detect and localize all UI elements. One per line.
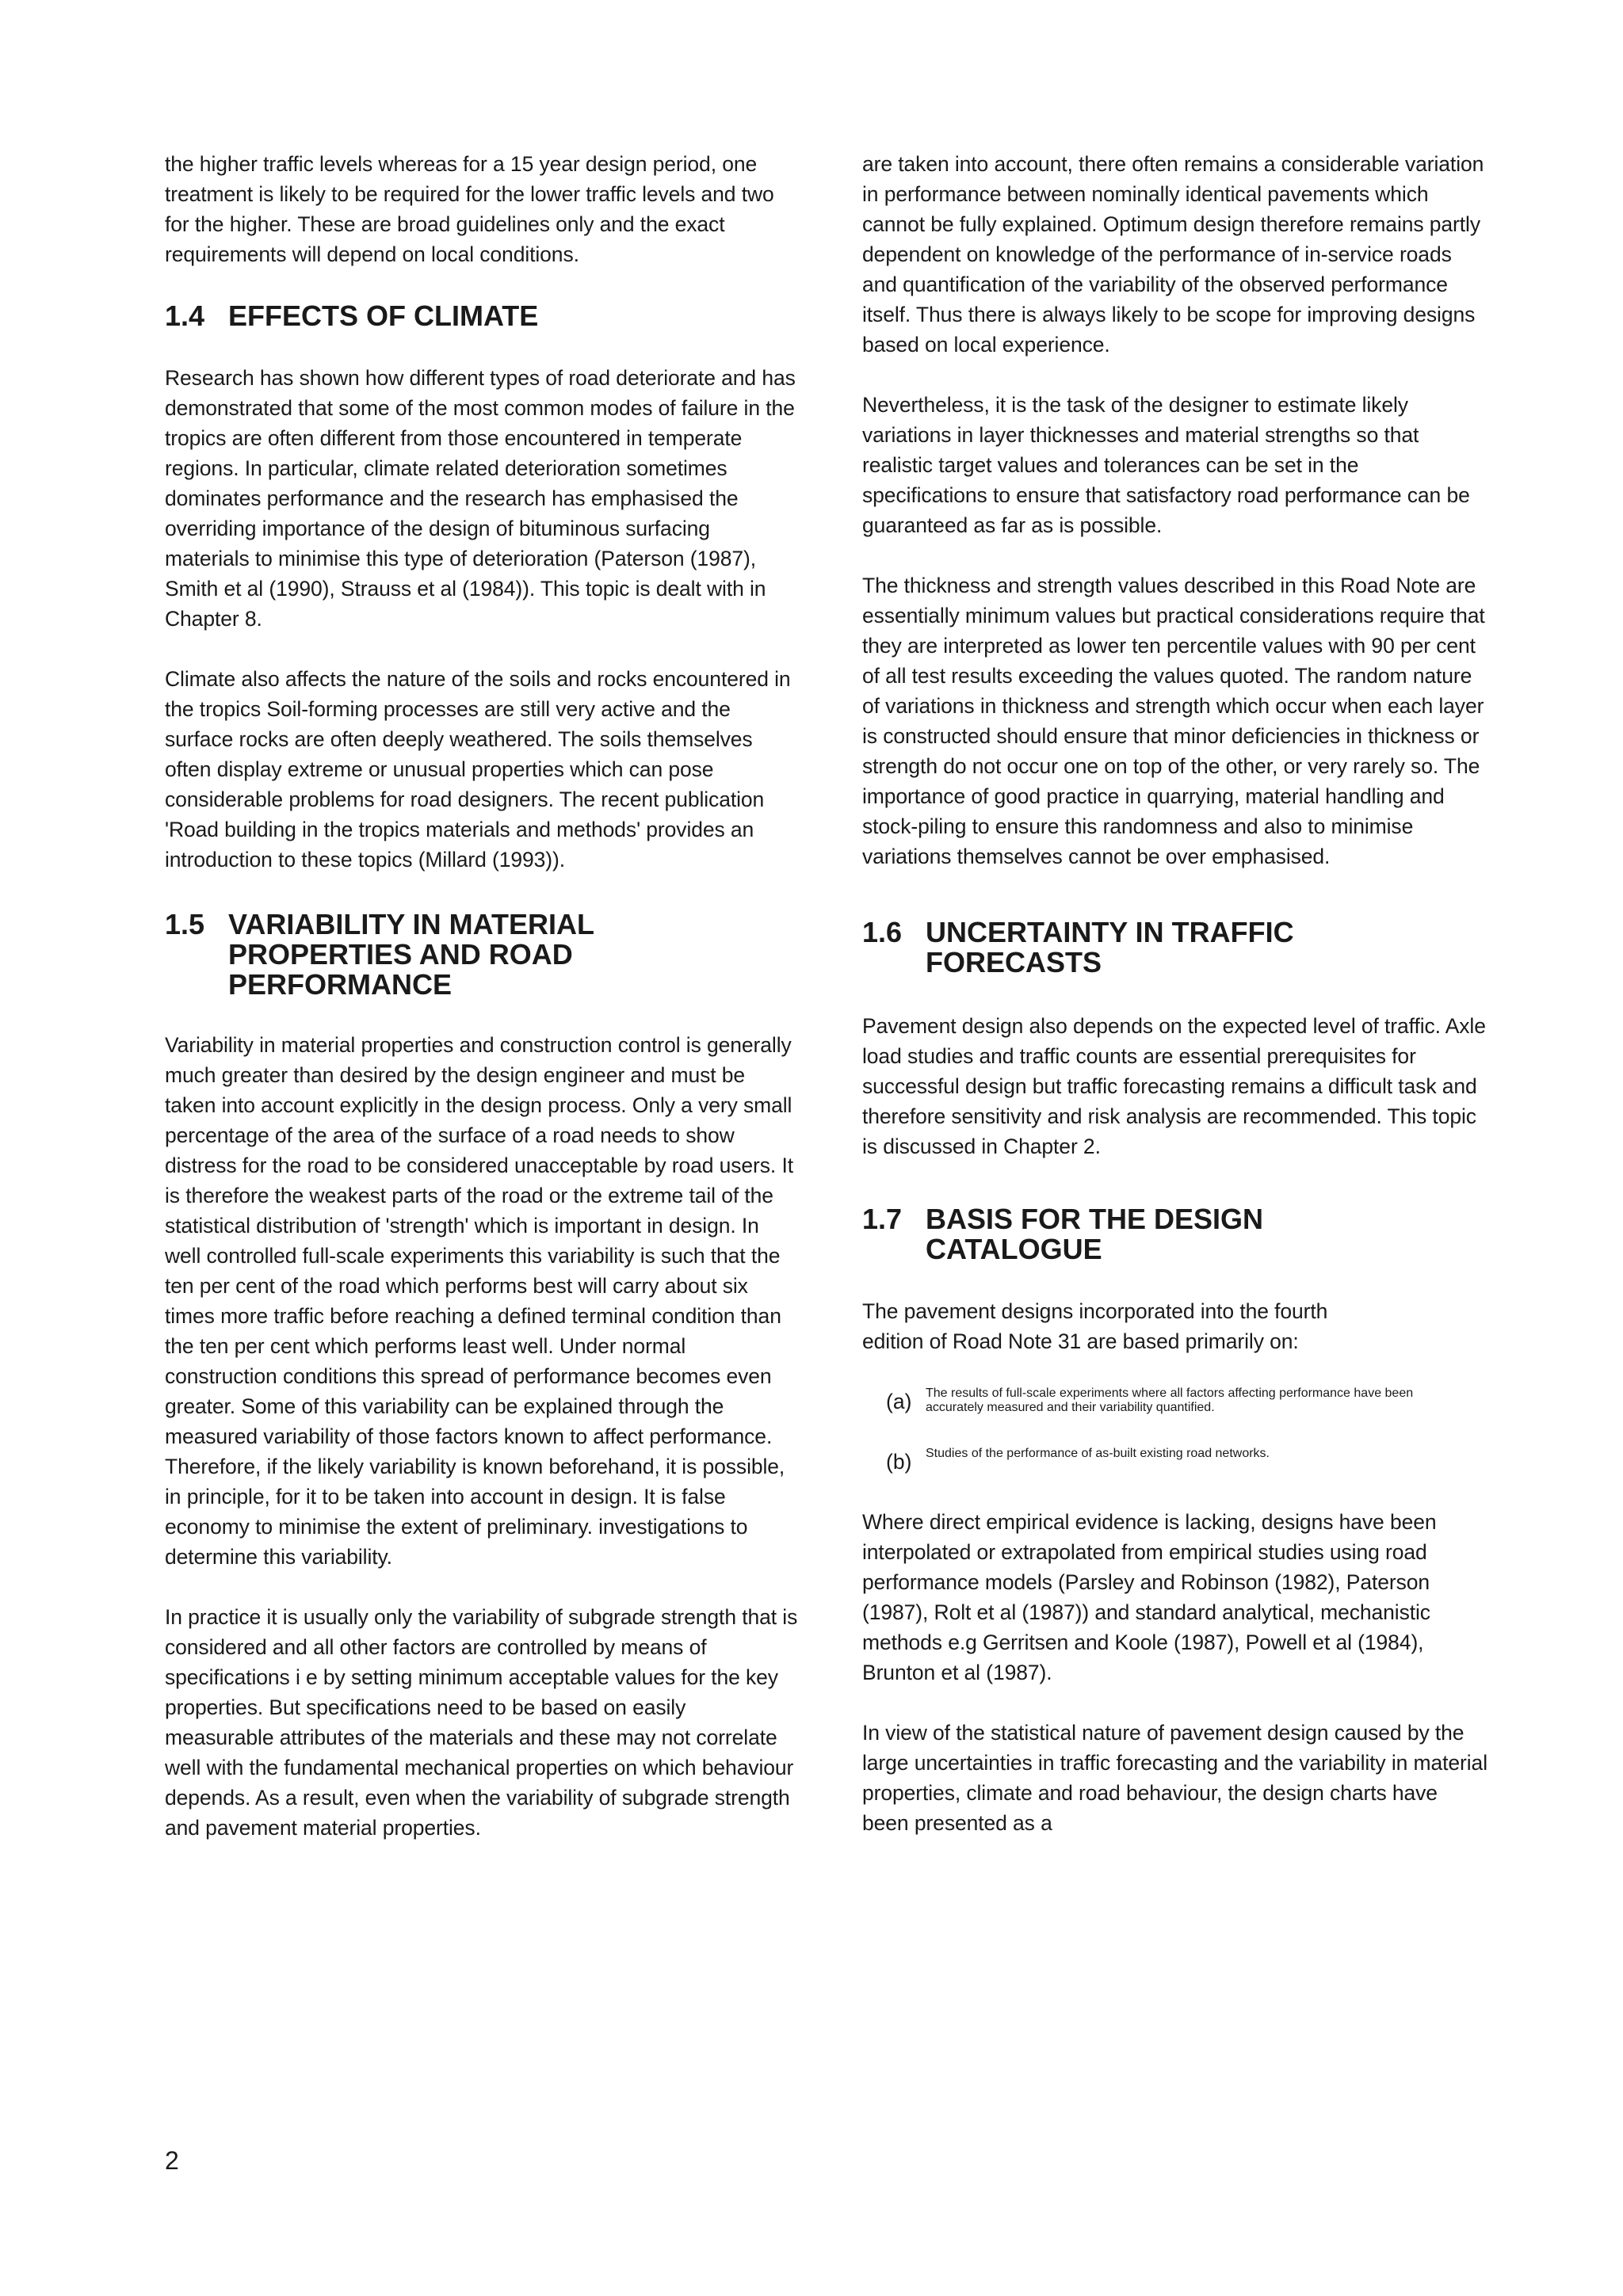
section-title: UNCERTAINTY IN TRAFFIC FORECASTS: [926, 916, 1294, 978]
section-heading-1-5: [165, 910, 799, 1000]
list-item: [886, 1447, 1488, 1477]
body-paragraph: Nevertheless, it is the task of the designer to estimate likely variations in layer thicknesses and material strengths so that realistic target values and tolerances can be set in the specifications to ensure that satisfactory road performance can be guaranteed as far as is possible.: [862, 393, 1470, 537]
list-marker: (a): [886, 1390, 912, 1413]
right-column: [862, 149, 1488, 1838]
body-paragraph: Climate also affects the nature of the soils and rocks encountered in the tropics Soil-forming processes are still very active and the surface rocks are often deeply weathered. The soils themselves often display extreme or unusual properties which can pose considerable problems for road designers. The recent publication 'Road building in the tropics materials and methods' provides an introduction to these topics (Millard (1993)).: [165, 667, 791, 871]
list-item-text: The results of full-scale experiments where all factors affecting performance have been accurately measured and their variability quantified.: [926, 1386, 1414, 1414]
left-column: [165, 149, 799, 1843]
section-heading-1-7: [862, 1204, 1488, 1264]
section-number: 1.5: [165, 908, 205, 940]
body-paragraph: The thickness and strength values described in this Road Note are essentially minimum values but practical considerations require that they are interpreted as lower ten percentile values with 90 per cent of all test results exceeding the values quoted. The random nature of variations in thickness and strength which occur when each layer is constructed should ensure that minor deficiencies in thickness or strength do not occur one on top of the other, or very rarely so. The importance of good practice in quarrying, material handling and stock-piling to ensure this randomness and also to minimise variations themselves cannot be over emphasised.: [862, 574, 1485, 868]
section-title: BASIS FOR THE DESIGN CATALOGUE: [926, 1203, 1264, 1265]
page-number: 2: [165, 2146, 179, 2175]
list-marker: (b): [886, 1450, 912, 1474]
body-paragraph: Variability in material properties and construction control is generally much greater than desired by the design engineer and must be taken into account explicitly in the design process. Only a very small percentage of the area of the surface of a road needs to show distress for the road to be considered unacceptable by road users. It is therefore the weakest parts of the road or the extreme tail of the statistical distribution of 'strength' which is important in design. In well controlled full-scale experiments this variability is such that the ten per cent of the road which performs best will carry about six times more traffic before reaching a defined terminal condition than the ten per cent which performs least well. Under normal construction conditions this spread of performance becomes even greater. Some of this variability can be explained through the measured variability of those factors known to affect performance. Therefore, if the likely variability is known beforehand, it is possible, in principle, for it to be taken into account in design. It is false economy to minimise the extent of preliminary. investigations to determine this variability.: [165, 1033, 793, 1569]
section-heading-1-6: [862, 917, 1488, 978]
section-number: 1.6: [862, 916, 903, 948]
section-title: VARIABILITY IN MATERIAL PROPERTIES AND ROAD PERFORMANCE: [228, 908, 594, 1001]
section-number: 1.4: [165, 299, 205, 332]
list-item: [886, 1386, 1488, 1417]
criteria-list: [862, 1386, 1488, 1477]
body-paragraph: Pavement design also depends on the expected level of traffic. Axle load studies and traffic counts are essential prerequisites for successful design but traffic forecasting remains a difficult task and therefore sensitivity and risk analysis are recommended. This topic is discussed in Chapter 2.: [862, 1014, 1486, 1158]
body-paragraph: are taken into account, there often remains a considerable variation in performance between nominally identical pavements which cannot be fully explained. Optimum design therefore remains partly dependent on knowledge of the performance of in-service roads and quantification of the variability of the observed performance itself. Thus there is always likely to be scope for improving designs based on local experience.: [862, 152, 1484, 357]
body-paragraph: In view of the statistical nature of pavement design caused by the large uncertainties in traffic forecasting and the variability in material properties, climate and road behaviour, the design charts have been presented as a: [862, 1721, 1487, 1835]
section-title: EFFECTS OF CLIMATE: [228, 299, 539, 332]
body-paragraph: Where direct empirical evidence is lacking, designs have been interpolated or extrapolated from empirical studies using road performance models (Parsley and Robinson (1982), Paterson (1987), Rolt et al (1987)) and standard analytical, mechanistic methods e.g Gerritsen and Koole (1987), Powell et al (1984), Brunton et al (1987).: [862, 1510, 1437, 1684]
list-item-text: Studies of the performance of as-built existing road networks.: [926, 1447, 1270, 1460]
body-paragraph: Research has shown how different types of road deteriorate and has demonstrated that some of the most common modes of failure in the tropics are often different from those encountered in temperate regions. In particular, climate related deterioration sometimes dominates performance and the research has emphasised the overriding importance of the design of bituminous surfacing materials to minimise this type of deterioration (Paterson (1987), Smith et al (1990), Strauss et al (1984)). This topic is dealt with in Chapter 8.: [165, 366, 796, 631]
intro-paragraph: the higher traffic levels whereas for a 15 year design period, one treatment is likely to be required for the lower traffic levels and two for the higher. These are broad guidelines only and the exact requirements will depend on local conditions.: [165, 152, 774, 266]
section-number: 1.7: [862, 1203, 903, 1235]
body-paragraph: The pavement designs incorporated into the fourth edition of Road Note 31 are based primarily on:: [862, 1299, 1328, 1353]
body-paragraph: In practice it is usually only the variability of subgrade strength that is considered and all other factors are controlled by means of specifications i e by setting minimum acceptable values for the key properties. But specifications need to be based on easily measurable attributes of the materials and these may not correlate well with the fundamental mechanical properties on which behaviour depends. As a result, even when the variability of subgrade strength and pavement material properties.: [165, 1605, 798, 1840]
section-heading-1-4: [165, 301, 799, 331]
